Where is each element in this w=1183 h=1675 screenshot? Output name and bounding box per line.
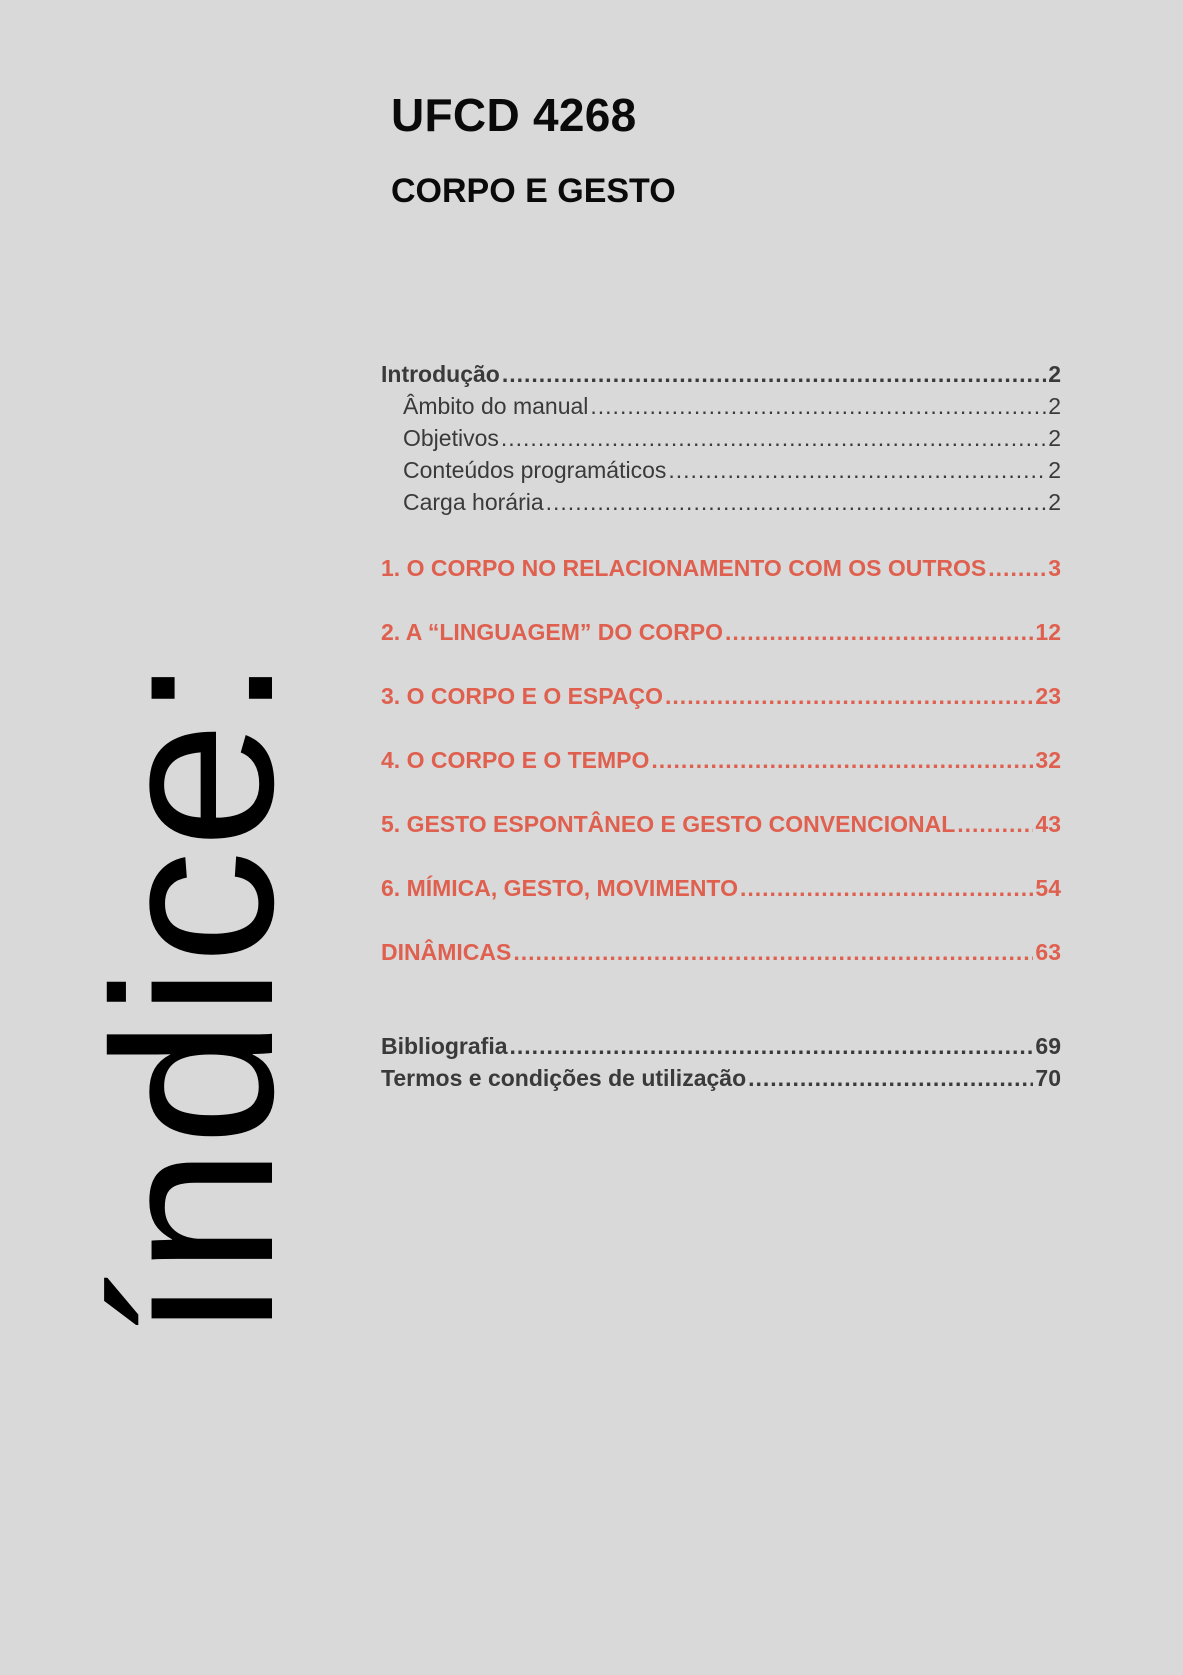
dot-leader: [546, 489, 1047, 516]
table-of-contents: [381, 361, 1061, 1097]
toc-entry-page: 2: [1048, 393, 1061, 419]
dot-leader: [740, 875, 1033, 902]
dot-leader: [590, 393, 1046, 420]
toc-entry-page: 2: [1048, 457, 1061, 483]
toc-entry-label: Termos e condições de utilização: [381, 1065, 747, 1091]
toc-entry-label: 3. O CORPO E O ESPAÇO: [381, 683, 664, 709]
toc-chapter-4[interactable]: [381, 747, 1061, 779]
toc-chapter-6[interactable]: [381, 875, 1061, 907]
toc-entry-label: 4. O CORPO E O TEMPO: [381, 747, 650, 773]
toc-entry-label: Introdução: [381, 361, 500, 387]
dot-leader: [725, 619, 1033, 646]
dot-leader: [651, 747, 1033, 774]
dot-leader: [665, 683, 1033, 710]
toc-entry-label: Âmbito do manual: [403, 393, 589, 419]
dot-leader: [988, 555, 1046, 582]
toc-entry-page: 32: [1035, 747, 1061, 773]
toc-entry-label: 2. A “LINGUAGEM” DO CORPO: [381, 619, 724, 645]
toc-entry-page: 54: [1035, 875, 1061, 901]
toc-entry-page: 63: [1035, 939, 1061, 965]
toc-entry-page: 23: [1035, 683, 1061, 709]
toc-entry-termos[interactable]: [381, 1065, 1061, 1097]
toc-entry-page: 43: [1035, 811, 1061, 837]
document-title: UFCD 4268: [391, 89, 637, 141]
toc-spacer: [381, 971, 1061, 1033]
toc-chapter-2[interactable]: [381, 619, 1061, 651]
dot-leader: [502, 361, 1046, 388]
dot-leader: [957, 811, 1033, 838]
toc-entry-page: 2: [1048, 361, 1061, 387]
toc-entry-label: Bibliografia: [381, 1033, 508, 1059]
document-subtitle: CORPO E GESTO: [391, 172, 676, 210]
toc-chapter-5[interactable]: [381, 811, 1061, 843]
toc-entry-page: 2: [1048, 425, 1061, 451]
toc-entry-label: Conteúdos programáticos: [403, 457, 667, 483]
toc-chapter-dinamicas[interactable]: [381, 939, 1061, 971]
toc-entry-label: Objetivos: [403, 425, 499, 451]
toc-chapter-3[interactable]: [381, 683, 1061, 715]
toc-chapter-1[interactable]: [381, 555, 1061, 587]
toc-entry-label: 5. GESTO ESPONTÂNEO E GESTO CONVENCIONAL: [381, 811, 956, 837]
toc-entry-page: 12: [1035, 619, 1061, 645]
toc-entry-ambito-do-manual[interactable]: [381, 393, 1061, 425]
toc-entry-introducao[interactable]: [381, 361, 1061, 393]
toc-entry-label: Carga horária: [403, 489, 544, 515]
toc-entry-bibliografia[interactable]: [381, 1033, 1061, 1065]
dot-leader: [513, 939, 1033, 966]
toc-entry-page: 3: [1048, 555, 1061, 581]
index-heading: índice:: [67, 654, 321, 1340]
toc-entry-label: DINÂMICAS: [381, 939, 512, 965]
dot-leader: [668, 457, 1046, 484]
toc-entry-label: 1. O CORPO NO RELACIONAMENTO COM OS OUTROS: [381, 555, 987, 581]
toc-entry-label: 6. MÍMICA, GESTO, MOVIMENTO: [381, 875, 738, 901]
toc-entry-page: 2: [1048, 489, 1061, 515]
dot-leader: [501, 425, 1046, 452]
toc-entry-page: 69: [1035, 1033, 1061, 1059]
dot-leader: [748, 1065, 1033, 1092]
toc-entry-page: 70: [1035, 1065, 1061, 1091]
toc-entry-objetivos[interactable]: [381, 425, 1061, 457]
toc-entry-conteudos-programaticos[interactable]: [381, 457, 1061, 489]
dot-leader: [510, 1033, 1034, 1060]
toc-entry-carga-horaria[interactable]: [381, 489, 1061, 521]
